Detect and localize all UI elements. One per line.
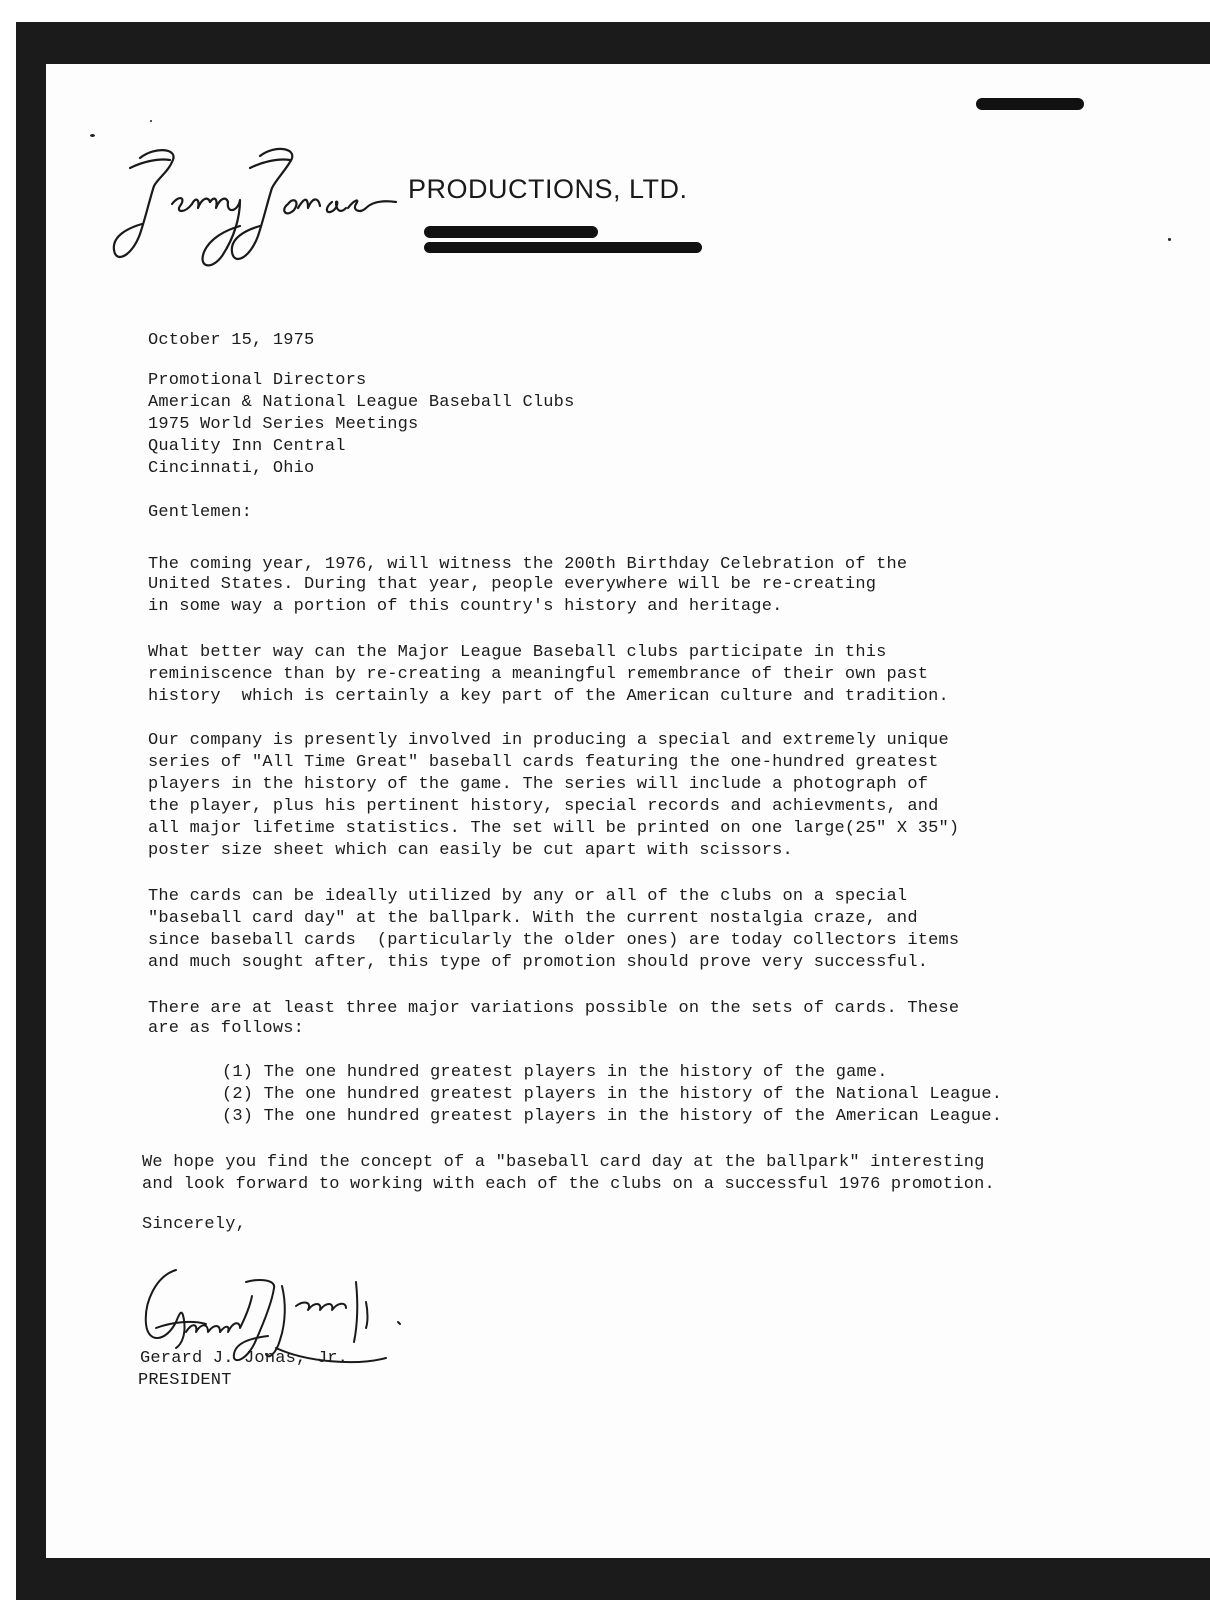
paragraph-line: and look forward to working with each of the clubs on a successful 1976 promotion. [142, 1175, 995, 1194]
paragraph-line: in some way a portion of this country's history and heritage. [148, 597, 783, 616]
variation-list-item: (1) The one hundred greatest players in the history of the game. [222, 1063, 888, 1082]
redaction-mark-top-right [976, 98, 1084, 110]
closing: Sincerely, [142, 1215, 247, 1234]
paragraph-line: all major lifetime statistics. The set will be printed on one large(25" X 35") [148, 819, 960, 838]
redaction-mark-letterhead [424, 242, 702, 253]
signatory-title: PRESIDENT [138, 1371, 232, 1390]
paragraph-line: United States. During that year, people everywhere will be re-creating [148, 575, 877, 594]
paragraph-line: We hope you find the concept of a "baseball card day at the ballpark" interesting [142, 1153, 985, 1172]
recipient-line: Cincinnati, Ohio [148, 459, 315, 478]
paragraph-line: There are at least three major variations possible on the sets of cards. These [148, 999, 960, 1018]
scan-border-left [16, 22, 46, 1600]
paragraph-line: Our company is presently involved in producing a special and extremely unique [148, 731, 949, 750]
recipient-line: Quality Inn Central [148, 437, 346, 456]
paragraph-line: The cards can be ideally utilized by any or all of the clubs on a special [148, 887, 908, 906]
paragraph-line: poster size sheet which can easily be cut apart with scissors. [148, 841, 793, 860]
paragraph-line: The coming year, 1976, will witness the 200th Birthday Celebration of the [148, 555, 908, 574]
paragraph-line: reminiscence than by re-creating a meaningful remembrance of their own past [148, 665, 929, 684]
recipient-line: American & National League Baseball Clubs [148, 393, 575, 412]
letter-date: October 15, 1975 [148, 331, 315, 350]
dust-speck [150, 120, 152, 122]
paragraph-line: What better way can the Major League Baseball clubs participate in this [148, 643, 887, 662]
letterhead-signature-logo [110, 138, 400, 278]
paragraph-line: players in the history of the game. The series will include a photograph of [148, 775, 929, 794]
dust-speck [90, 134, 95, 137]
salutation: Gentlemen: [148, 503, 253, 522]
signatory-name: Gerard J. Jonas, Jr. [140, 1349, 349, 1368]
paragraph-line: "baseball card day" at the ballpark. With the current nostalgia craze, and [148, 909, 918, 928]
paragraph-line: the player, plus his pertinent history, special records and achievments, and [148, 797, 939, 816]
scan-border-top [16, 22, 1210, 64]
paragraph-line: are as follows: [148, 1019, 305, 1038]
paragraph-line: since baseball cards (particularly the older ones) are today collectors items [148, 931, 960, 950]
recipient-line: 1975 World Series Meetings [148, 415, 419, 434]
paragraph-line: series of "All Time Great" baseball cards featuring the one-hundred greatest [148, 753, 939, 772]
recipient-line: Promotional Directors [148, 371, 367, 390]
variation-list-item: (2) The one hundred greatest players in the history of the National League. [222, 1085, 1003, 1104]
company-name: PRODUCTIONS, LTD. [408, 174, 688, 204]
dust-speck [1168, 238, 1171, 241]
redaction-mark-letterhead [424, 226, 598, 238]
variation-list-item: (3) The one hundred greatest players in the history of the American League. [222, 1107, 1003, 1126]
paragraph-line: history which is certainly a key part of the American culture and tradition. [148, 687, 949, 706]
scan-border-bottom [16, 1558, 1210, 1600]
paragraph-line: and much sought after, this type of promotion should prove very successful. [148, 953, 929, 972]
